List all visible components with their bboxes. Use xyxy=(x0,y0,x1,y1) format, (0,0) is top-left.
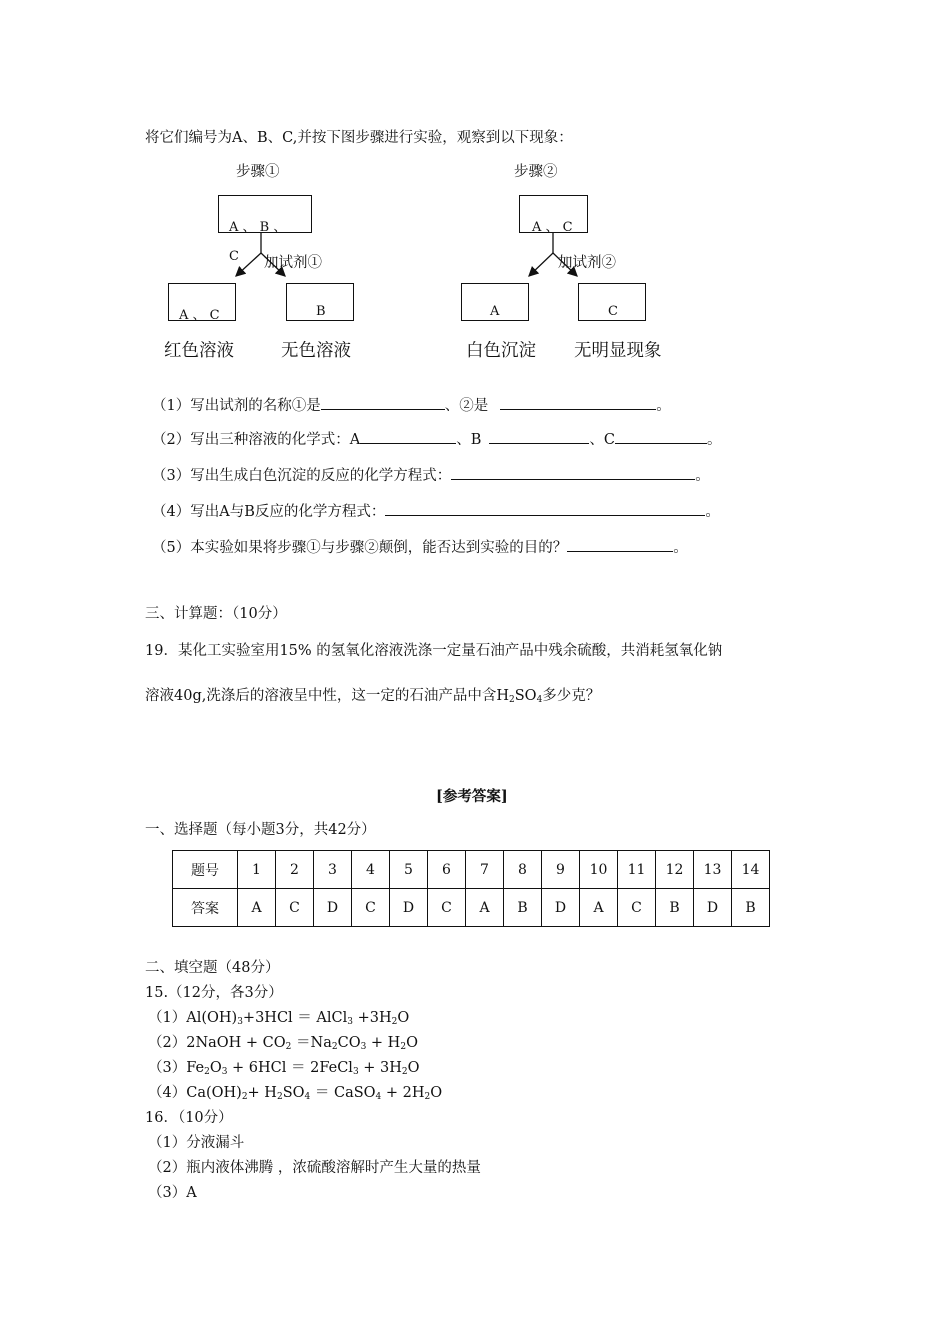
answer-choice-cell: C xyxy=(276,889,314,927)
answer-15-2 xyxy=(148,1033,418,1057)
equation-text: O xyxy=(397,1010,410,1026)
answer-choice-cell: D xyxy=(542,889,580,927)
answer-table-header-label: 题号 xyxy=(173,851,238,889)
step2-left-box-label: A xyxy=(490,304,500,319)
question-number-cell: 7 xyxy=(466,851,504,889)
answer-choice-cell: D xyxy=(314,889,352,927)
equation-text: +3H xyxy=(352,1010,392,1026)
equation-subscript: 2 xyxy=(401,1067,408,1077)
answer-15-3 xyxy=(148,1058,420,1082)
answer-table-answer-label: 答案 xyxy=(173,889,238,927)
equation-subscript: 3 xyxy=(360,1042,367,1052)
calc-heading: 三、计算题：（10分） xyxy=(145,606,287,622)
question-4 xyxy=(152,500,720,522)
equation-text: + 2H xyxy=(381,1085,425,1101)
equation-subscript: 2 xyxy=(391,1017,398,1027)
equation-text: +3HCl ＝ AlCl xyxy=(242,1010,348,1026)
step1-right-result: 无色溶液 xyxy=(281,341,351,361)
step1-reagent-label: 加试剂① xyxy=(264,255,322,271)
question-2-text: （2）写出三种溶液的化学式：A xyxy=(152,432,361,448)
answer-choice-cell: A xyxy=(466,889,504,927)
question-5-period: 。 xyxy=(673,540,688,556)
question-number-cell: 6 xyxy=(428,851,466,889)
equation-text: + 3H xyxy=(358,1060,402,1076)
equation-text: SO xyxy=(282,1085,305,1101)
equation-text: ＝ CaSO xyxy=(310,1085,376,1101)
answers-section-1: 一、选择题（每小题3分，共42分） xyxy=(145,822,376,838)
answer-choice-cell: C xyxy=(618,889,656,927)
question-1 xyxy=(152,394,671,416)
step1-left-box-label: A 、 C xyxy=(179,308,220,323)
question-2 xyxy=(152,428,721,450)
equation-text: CO xyxy=(337,1035,361,1051)
intro-text: 将它们编号为A、B、C,并按下图步骤进行实验，观察到以下现象： xyxy=(145,130,573,146)
equation-text: + 6HCl ＝ 2FeCl xyxy=(227,1060,353,1076)
equation-subscript: 2 xyxy=(276,1092,283,1102)
equation-subscript: 3 xyxy=(237,1017,243,1027)
equation-text: （2）2NaOH + CO xyxy=(148,1035,286,1051)
question-5 xyxy=(152,536,688,558)
answer-choice-cell: C xyxy=(428,889,466,927)
equation-subscript: 3 xyxy=(347,1017,353,1027)
equation-subscript: 2 xyxy=(424,1092,431,1102)
equation-text: O xyxy=(406,1035,418,1051)
answer-blank-formula-a[interactable] xyxy=(360,428,456,444)
equation-text: （1）Al(OH) xyxy=(148,1010,238,1026)
question-4-text: （4）写出A与B反应的化学方程式： xyxy=(152,504,386,520)
answer-16-1: （1）分液漏斗 xyxy=(148,1135,245,1151)
step2-left-result: 白色沉淀 xyxy=(466,341,536,361)
equation-text: O xyxy=(430,1085,443,1101)
step1-top-box-label: A 、 B 、 xyxy=(229,220,287,235)
answer-16-3: （3）A xyxy=(148,1185,197,1201)
equation-text: O xyxy=(407,1060,420,1076)
question-number-cell: 14 xyxy=(732,851,770,889)
answer-choice-cell: D xyxy=(390,889,428,927)
question-number-cell: 3 xyxy=(314,851,352,889)
question-number-cell: 4 xyxy=(352,851,390,889)
question-2-text-c: 、C xyxy=(589,432,615,448)
answers-section-2: 二、填空题（48分） xyxy=(145,960,280,976)
q19-text-a: 溶液40g,洗涤后的溶液呈中性，这一定的石油产品中含H xyxy=(145,688,509,704)
question-3-period: 。 xyxy=(695,468,710,484)
equation-text: （4）Ca(OH) xyxy=(148,1085,242,1101)
equation-subscript: 4 xyxy=(375,1092,382,1102)
answer-table-header-row xyxy=(173,851,770,889)
answer-15-1 xyxy=(148,1008,409,1032)
answers-title: [参考答案] xyxy=(436,788,508,805)
step1-arrow-right xyxy=(261,253,285,276)
answer-table xyxy=(172,850,770,927)
step2-arrow-left xyxy=(529,253,553,276)
answer-choice-cell: A xyxy=(580,889,618,927)
equation-subscript: 2 xyxy=(285,1042,292,1052)
question-4-period: 。 xyxy=(705,504,720,520)
question-number-cell: 1 xyxy=(238,851,276,889)
question-19-line-2 xyxy=(145,686,600,710)
q19-text-b: SO xyxy=(514,688,537,704)
equation-subscript: 2 xyxy=(241,1092,248,1102)
answer-15-4 xyxy=(148,1083,442,1107)
answer-16-2: （2）瓶内液体沸腾 ，浓硫酸溶解时产生大量的热量 xyxy=(148,1160,481,1176)
answer-choice-cell: B xyxy=(504,889,542,927)
step1-right-box-label: B xyxy=(316,304,326,319)
q19-text-c: 多少克？ xyxy=(542,688,601,704)
answer-blank-reagent-2[interactable] xyxy=(500,394,656,410)
equation-text: （3）Fe xyxy=(148,1060,205,1076)
equation-subscript: 4 xyxy=(304,1092,311,1102)
step2-right-box-label: C xyxy=(608,304,618,319)
answer-choice-cell: A xyxy=(238,889,276,927)
equation-subscript: 2 xyxy=(400,1042,407,1052)
question-number-cell: 12 xyxy=(656,851,694,889)
step1-arrow-left xyxy=(236,253,261,276)
question-1-period: 。 xyxy=(656,398,671,414)
question-number-cell: 9 xyxy=(542,851,580,889)
equation-subscript: 3 xyxy=(352,1067,359,1077)
question-number-cell: 11 xyxy=(618,851,656,889)
answer-blank-swap-steps[interactable] xyxy=(567,536,673,552)
question-3 xyxy=(152,464,710,486)
step1-left-result: 红色溶液 xyxy=(164,341,234,361)
q19-sub-1: 2 xyxy=(509,695,515,705)
q19-sub-2: 4 xyxy=(536,695,543,705)
equation-text: O xyxy=(209,1060,222,1076)
question-number-cell: 13 xyxy=(694,851,732,889)
answer-blank-formula-b[interactable] xyxy=(489,428,589,444)
question-5-text: （5）本实验如果将步骤①与步骤②颠倒，能否达到实验的目的？ xyxy=(152,540,568,556)
answer-blank-reagent-1[interactable] xyxy=(321,394,445,410)
answer-blank-formula-c[interactable] xyxy=(615,428,707,444)
step2-title: 步骤② xyxy=(514,164,558,180)
question-19-line-1: 19．某化工实验室用15% 的氢氧化溶液洗涤一定量石油产品中残余硫酸，共消耗氢氧化钠 xyxy=(145,643,723,659)
answer-choice-cell: D xyxy=(694,889,732,927)
question-2-text-b: 、B xyxy=(456,432,482,448)
question-1-text-2: 、②是 xyxy=(444,398,489,414)
question-3-text: （3）写出生成白色沉淀的反应的化学方程式： xyxy=(152,468,452,484)
question-1-text: （1）写出试剂的名称①是 xyxy=(152,398,321,414)
step2-top-box-label: A 、 C xyxy=(532,220,573,235)
answer-choice-cell: C xyxy=(352,889,390,927)
equation-text: + H xyxy=(247,1085,277,1101)
equation-subscript: 2 xyxy=(331,1042,338,1052)
question-number-cell: 2 xyxy=(276,851,314,889)
step1-title: 步骤① xyxy=(236,164,280,180)
equation-subscript: 3 xyxy=(221,1067,228,1077)
question-number-cell: 8 xyxy=(504,851,542,889)
step2-reagent-label: 加试剂② xyxy=(558,255,616,271)
step1-c-label: C xyxy=(229,249,239,264)
step2-right-result: 无明显现象 xyxy=(574,341,662,361)
answer-15-heading: 15.（12分，各3分） xyxy=(145,985,283,1001)
question-number-cell: 10 xyxy=(580,851,618,889)
equation-text: + H xyxy=(366,1035,401,1051)
diagram-arrows xyxy=(0,0,950,400)
answer-choice-cell: B xyxy=(656,889,694,927)
question-number-cell: 5 xyxy=(390,851,428,889)
answer-choice-cell: B xyxy=(732,889,770,927)
question-2-period: 。 xyxy=(706,432,722,448)
equation-text: ＝Na xyxy=(291,1035,332,1051)
step2-arrow-right xyxy=(553,253,577,276)
answer-blank-precipitate-equation[interactable] xyxy=(451,464,695,480)
answer-blank-ab-equation[interactable] xyxy=(385,500,705,516)
equation-subscript: 2 xyxy=(204,1067,210,1077)
answer-16-heading: 16．（10分） xyxy=(145,1110,233,1126)
answer-table-answer-row xyxy=(173,889,770,927)
